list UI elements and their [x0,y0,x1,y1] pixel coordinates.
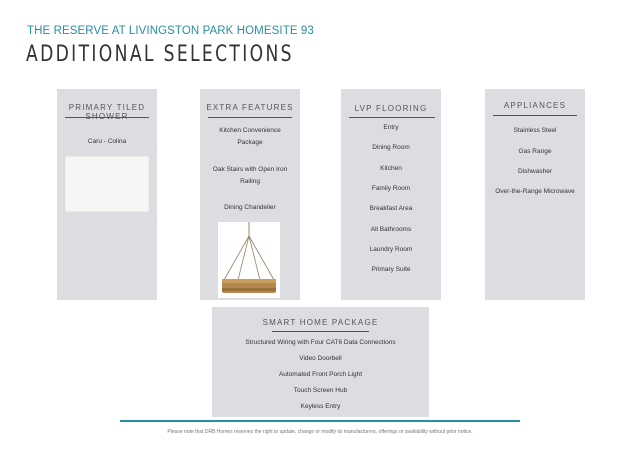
list-item: Video Doorbell [299,355,342,362]
card-title: APPLIANCES [503,101,567,110]
list-item: All Bathrooms [370,226,412,233]
card-title: EXTRA FEATURES [206,103,294,112]
card-smart-home-package [212,307,429,417]
card-title: PRIMARY TILED [68,103,146,112]
list-item: Caru - Colina [87,138,127,145]
list-item: Gas Range [518,148,552,155]
chandelier-icon [218,222,280,298]
card-title: SMART HOME PACKAGE [262,318,379,327]
list-item: Keyless Entry [300,403,341,410]
card-appliances [485,89,585,300]
list-item: Breakfast Area [369,205,413,212]
list-item: Over-the-Range Microwave [495,188,575,195]
divider [493,115,577,116]
list-item: Entry [383,124,399,131]
card-extra-features [200,89,300,300]
list-item: Stainless Steel [513,127,557,134]
list-item: Kitchen [380,165,402,172]
list-item: Touch Screen Hub [293,387,348,394]
card-primary-tiled-shower [57,89,157,300]
community-homesite-label: THE RESERVE AT LIVINGSTON PARK HOMESITE 93 [27,25,314,37]
list-item: Laundry Room [369,246,413,253]
list-item: Structured Wiring with Four CAT6 Data Connections [245,339,396,346]
card-lvp-flooring [341,89,441,300]
page-title: ADDITIONAL SELECTIONS [26,42,294,67]
footer-disclaimer: Please note that DRB Homes reserves the right to update, change or modify its manufacturers, offerings or availability without prior notice. [167,429,473,435]
list-item: Automated Front Porch Light [278,371,363,378]
divider [65,117,149,118]
divider [272,331,369,332]
tile-swatch-image [65,156,149,212]
divider [208,117,292,118]
chandelier-image [218,222,280,298]
list-item: Kitchen Convenience Package [219,127,281,146]
list-item: Dishwasher [518,168,552,175]
list-item: Primary Suite [371,266,411,273]
list-item: Dining Chandelier [224,204,276,211]
list-item: Oak Stairs with Open Iron Railing [212,166,288,185]
list-item: Dining Room [372,144,410,151]
card-title: LVP FLOORING [354,104,428,113]
list-item: Family Room [371,185,411,192]
divider [349,117,435,118]
footer-divider [120,420,520,422]
